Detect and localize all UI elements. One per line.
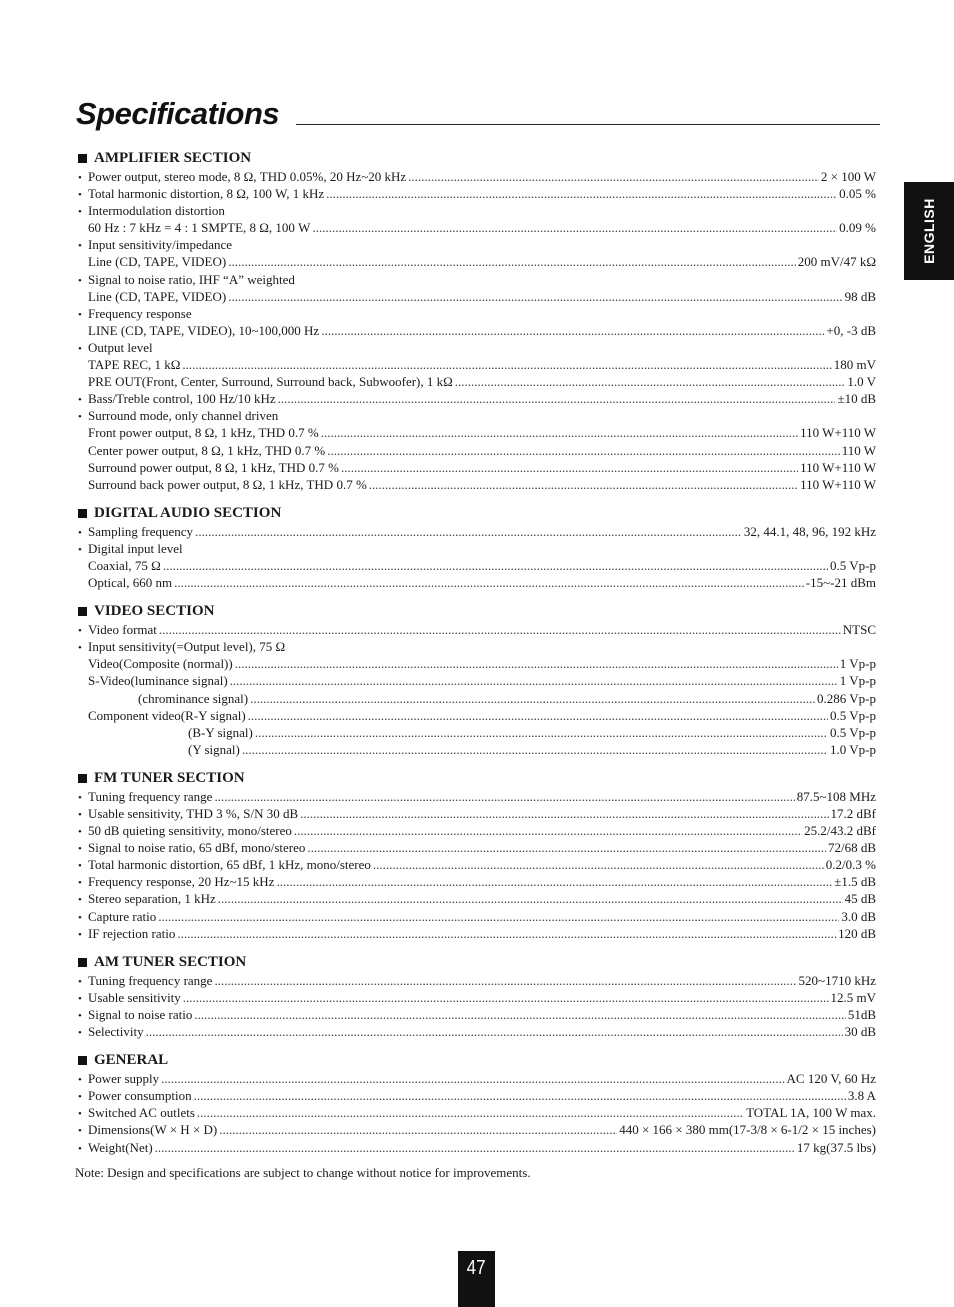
bullet-icon: • xyxy=(78,843,82,856)
bullet-icon: • xyxy=(78,625,82,638)
spec-row: • Signal to noise ratio ..... 51dB xyxy=(78,1006,876,1023)
section-heading: DIGITAL AUDIO SECTION xyxy=(78,504,876,523)
spec-row: TAPE REC, 1 kΩ ..... 180 mV xyxy=(78,356,876,373)
bullet-icon: • xyxy=(78,342,82,355)
spec-row: • Selectivity ..... 30 dB xyxy=(78,1023,876,1040)
page-number: 47 xyxy=(467,1257,486,1279)
spec-row: • Frequency response, 20 Hz~15 kHz ..... ±1.5 dB xyxy=(78,873,876,890)
digital-audio-section xyxy=(78,504,876,591)
bullet-icon: • xyxy=(78,1027,82,1040)
spec-row: Front power output, 8 Ω, 1 kHz, THD 0.7 % ..... 110 W+110 W xyxy=(78,424,876,441)
bullet-icon: • xyxy=(78,1074,82,1087)
spec-row: • Tuning frequency range ..... 520~1710 kHz xyxy=(78,972,876,989)
spec-row: • Dimensions(W × H × D) ..... 440 × 166 × 380 mm(17-3/8 × 6-1/2 × 15 inches) xyxy=(78,1121,876,1138)
section-heading: VIDEO SECTION xyxy=(78,602,876,621)
bullet-icon: • xyxy=(78,928,82,941)
video-section xyxy=(78,602,876,758)
spec-row: • Usable sensitivity ..... 12.5 mV xyxy=(78,989,876,1006)
spec-row: Coaxial, 75 Ω ..... 0.5 Vp-p xyxy=(78,557,876,574)
bullet-icon: • xyxy=(78,860,82,873)
spec-row: • Bass/Treble control, 100 Hz/10 kHz ..... ±10 dB xyxy=(78,390,876,407)
bullet-icon: • xyxy=(78,975,82,988)
square-bullet-icon xyxy=(78,958,87,967)
spec-row: • Intermodulation distortion xyxy=(78,202,876,219)
bullet-icon: • xyxy=(78,543,82,556)
section-heading: AM TUNER SECTION xyxy=(78,953,876,972)
spec-row: • Input sensitivity(=Output level), 75 Ω xyxy=(78,638,876,655)
bullet-icon: • xyxy=(78,1125,82,1138)
bullet-icon: • xyxy=(78,809,82,821)
bullet-icon: • xyxy=(78,240,82,253)
spec-row: Surround power output, 8 Ω, 1 kHz, THD 0.7 % ..... 110 W+110 W xyxy=(78,459,876,476)
title-block xyxy=(76,96,880,136)
spec-row: • 50 dB quieting sensitivity, mono/stereo ..... 25.2/43.2 dBf xyxy=(78,822,876,839)
page-title: Specifications xyxy=(76,96,280,131)
spec-row: (B-Y signal) ..... 0.5 Vp-p xyxy=(78,724,876,741)
square-bullet-icon xyxy=(78,774,87,783)
spec-row: • Signal to noise ratio, 65 dBf, mono/stereo ..... 72/68 dB xyxy=(78,839,876,856)
spec-row: • Surround mode, only channel driven xyxy=(78,407,876,424)
spec-row: • Tuning frequency range ..... 87.5~108 MHz xyxy=(78,788,876,805)
spec-row: Surround back power output, 8 Ω, 1 kHz, THD 0.7 % ..... 110 W+110 W xyxy=(78,476,876,493)
bullet-icon: • xyxy=(78,394,82,407)
bullet-icon: • xyxy=(78,1009,82,1022)
specifications-content xyxy=(78,149,876,1167)
general-section xyxy=(78,1051,876,1155)
am-tuner-section xyxy=(78,953,876,1040)
square-bullet-icon xyxy=(78,607,87,616)
spec-row: 60 Hz : 7 kHz = 4 : 1 SMPTE, 8 Ω, 100 W ..... 0.09 % xyxy=(78,219,876,236)
spec-row: • Weight(Net) ..... 17 kg(37.5 lbs) xyxy=(78,1139,876,1156)
square-bullet-icon xyxy=(78,1056,87,1065)
spec-row: • Power supply ..... AC 120 V, 60 Hz xyxy=(78,1070,876,1087)
bullet-icon: • xyxy=(78,172,82,184)
spec-row: • Power output, stereo mode, 8 Ω, THD 0.05%, 20 Hz~20 kHz ..... 2 × 100 W xyxy=(78,168,876,185)
spec-row: Center power output, 8 Ω, 1 kHz, THD 0.7 % ..... 110 W xyxy=(78,442,876,459)
spec-row: • Total harmonic distortion, 8 Ω, 100 W, 1 kHz ..... 0.05 % xyxy=(78,185,876,202)
bullet-icon: • xyxy=(78,1091,82,1104)
bullet-icon: • xyxy=(78,877,82,890)
spec-row: Video(Composite (normal)) ..... 1 Vp-p xyxy=(78,655,876,672)
spec-row: LINE (CD, TAPE, VIDEO), 10~100,000 Hz ..... +0, -3 dB xyxy=(78,322,876,339)
bullet-icon: • xyxy=(78,642,82,655)
section-heading: AMPLIFIER SECTION xyxy=(78,149,876,168)
spec-row: Component video(R-Y signal) ..... 0.5 Vp-p xyxy=(78,707,876,724)
spec-row: • Power consumption ..... 3.8 A xyxy=(78,1087,876,1104)
spec-row: • Switched AC outlets ..... TOTAL 1A, 100 W max. xyxy=(78,1104,876,1121)
spec-row: S-Video(luminance signal) ..... 1 Vp-p xyxy=(78,672,876,689)
page-number-box xyxy=(458,1251,495,1307)
spec-row: Line (CD, TAPE, VIDEO) ..... 200 mV/47 kΩ xyxy=(78,253,876,270)
spec-row: • Signal to noise ratio, IHF “A” weighted xyxy=(78,271,876,288)
bullet-icon: • xyxy=(78,826,82,839)
section-heading: FM TUNER SECTION xyxy=(78,769,876,788)
square-bullet-icon xyxy=(78,154,87,163)
spec-row: • Output level xyxy=(78,339,876,356)
amplifier-section xyxy=(78,149,876,493)
bullet-icon: • xyxy=(78,791,82,804)
spec-row: • Frequency response xyxy=(78,305,876,322)
spec-row: (Y signal) ..... 1.0 Vp-p xyxy=(78,741,876,758)
bullet-icon: • xyxy=(78,894,82,907)
bullet-icon: • xyxy=(78,411,82,424)
bullet-icon: • xyxy=(78,308,82,321)
spec-row: • Usable sensitivity, THD 3 %, S/N 30 dB ..... 17.2 dBf xyxy=(78,805,876,822)
bullet-icon: • xyxy=(78,274,82,287)
section-heading: GENERAL xyxy=(78,1051,876,1070)
bullet-icon: • xyxy=(78,1142,82,1155)
title-rule xyxy=(296,124,880,125)
language-tab xyxy=(904,182,954,280)
spec-row: • Total harmonic distortion, 65 dBf, 1 kHz, mono/stereo ..... 0.2/0.3 % xyxy=(78,856,876,873)
spec-row: • Input sensitivity/impedance xyxy=(78,236,876,253)
language-tab-label: ENGLISH xyxy=(921,198,938,264)
spec-row: Optical, 660 nm ..... -15~-21 dBm xyxy=(78,574,876,591)
spec-row: (chrominance signal) ..... 0.286 Vp-p xyxy=(78,690,876,707)
spec-row: • Video format ..... NTSC xyxy=(78,621,876,638)
spec-row: PRE OUT(Front, Center, Surround, Surround back, Subwoofer), 1 kΩ ..... 1.0 V xyxy=(78,373,876,390)
spec-row: • Sampling frequency ..... 32, 44.1, 48, 96, 192 kHz xyxy=(78,523,876,540)
spec-row: • Digital input level xyxy=(78,540,876,557)
bullet-icon: • xyxy=(78,911,82,924)
spec-row: • IF rejection ratio ..... 120 dB xyxy=(78,925,876,942)
bullet-icon: • xyxy=(78,992,82,1005)
bullet-icon: • xyxy=(78,206,82,219)
fm-tuner-section xyxy=(78,769,876,942)
square-bullet-icon xyxy=(78,509,87,518)
bullet-icon: • xyxy=(78,1108,82,1121)
spec-row: • Capture ratio ..... 3.0 dB xyxy=(78,908,876,925)
bullet-icon: • xyxy=(78,526,82,539)
footnote: Note: Design and specifications are subject to change without notice for improvements. xyxy=(75,1165,531,1180)
spec-row: • Stereo separation, 1 kHz ..... 45 dB xyxy=(78,890,876,907)
spec-row: Line (CD, TAPE, VIDEO) ..... 98 dB xyxy=(78,288,876,305)
bullet-icon: • xyxy=(78,189,82,202)
